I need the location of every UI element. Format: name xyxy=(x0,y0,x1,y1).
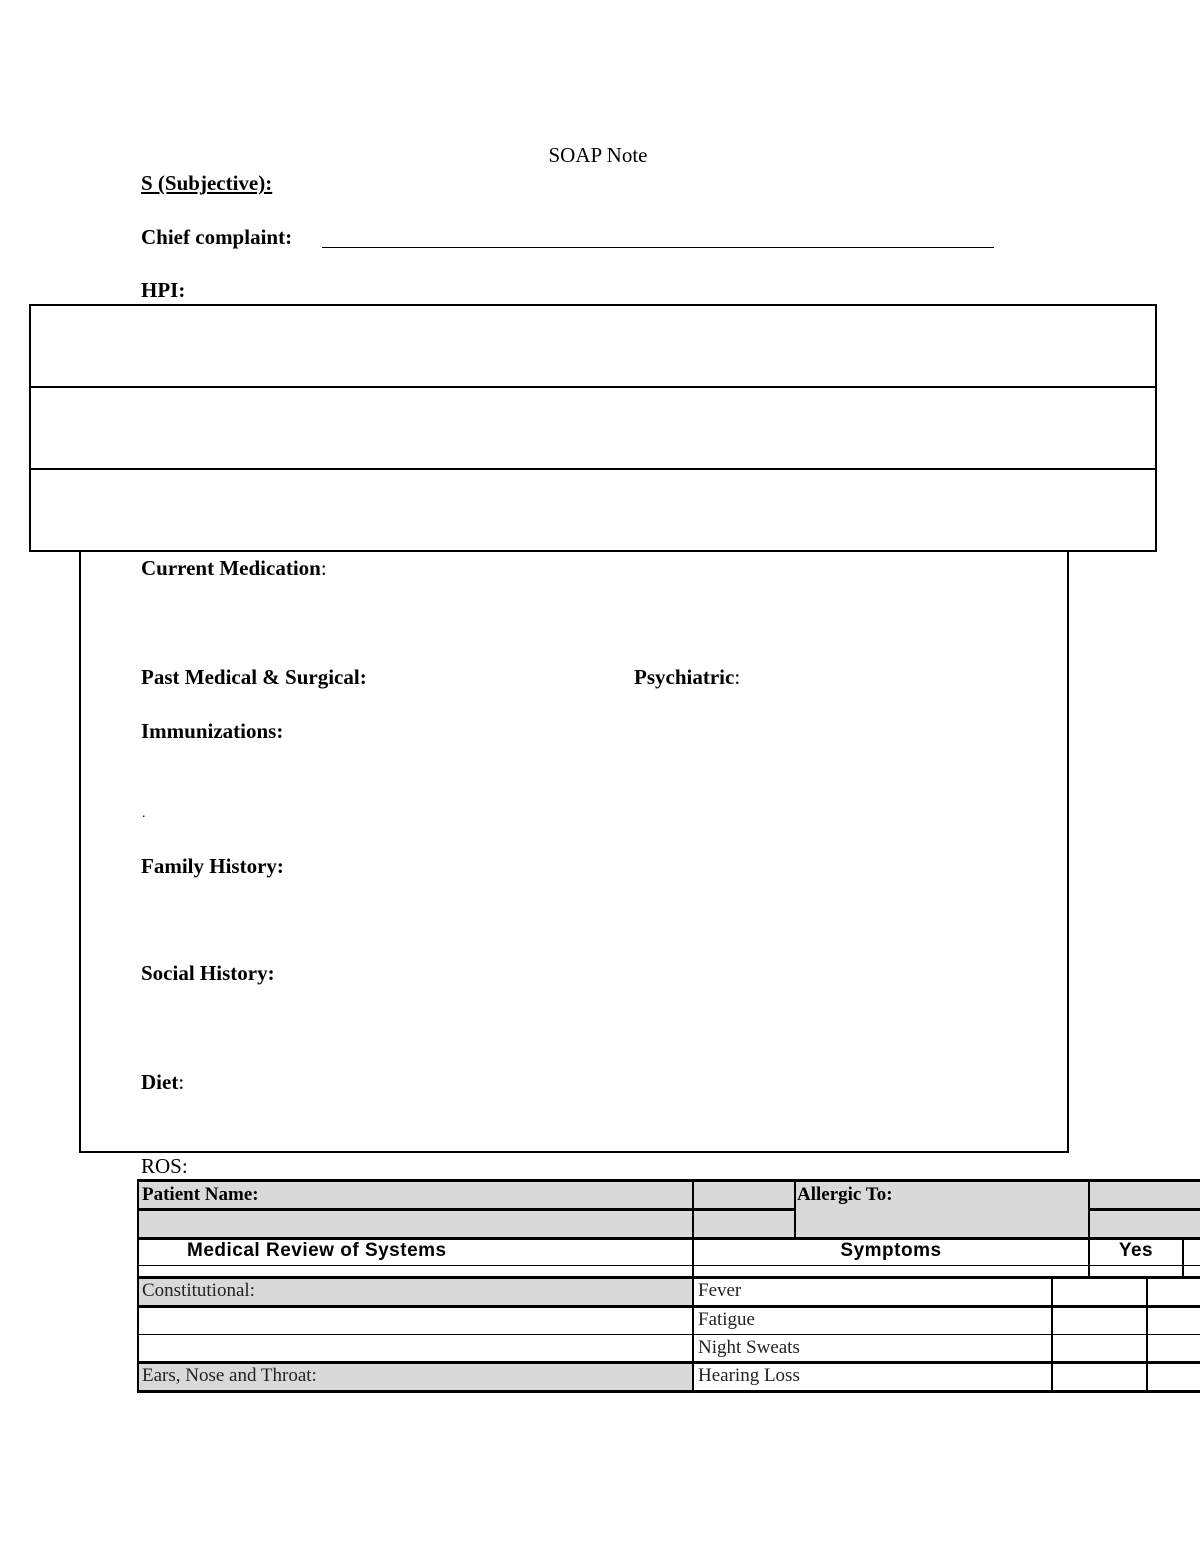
table-rule xyxy=(137,1208,693,1211)
family-history-label: Family History: xyxy=(141,854,284,878)
hpi-box-3[interactable] xyxy=(29,468,1157,552)
table-rule xyxy=(137,1334,1200,1335)
yes-checkbox[interactable] xyxy=(1054,1364,1146,1390)
no-checkbox[interactable] xyxy=(1149,1336,1200,1362)
patient-name-label: Patient Name: xyxy=(142,1184,259,1205)
allergic-to-field[interactable] xyxy=(797,1212,1087,1236)
table-rule xyxy=(137,1361,1200,1364)
yes-checkbox[interactable] xyxy=(1054,1279,1146,1305)
patient-name-field[interactable] xyxy=(140,1212,692,1236)
symptom-cell: Night Sweats xyxy=(698,1337,800,1358)
table-rule xyxy=(137,1237,1200,1240)
social-history-label: Social History: xyxy=(141,961,275,985)
symptom-cell: Hearing Loss xyxy=(698,1365,800,1386)
yes-checkbox[interactable] xyxy=(1054,1336,1146,1362)
no-checkbox[interactable] xyxy=(1149,1279,1200,1305)
document-title: SOAP Note xyxy=(548,143,648,167)
table-rule xyxy=(137,1390,1200,1393)
col-yes-header: Yes xyxy=(1118,1240,1154,1261)
table-rule xyxy=(137,1276,1200,1279)
past-medical-surgical-label: Past Medical & Surgical: xyxy=(141,665,367,689)
table-rule xyxy=(137,1179,1200,1182)
table-rule xyxy=(1146,1276,1148,1393)
chief-complaint-label: Chief complaint: xyxy=(141,225,293,249)
yes-checkbox[interactable] xyxy=(1054,1308,1146,1334)
current-medication-label: Current Medication: xyxy=(141,556,327,580)
symptom-cell: Fatigue xyxy=(698,1309,755,1330)
table-rule xyxy=(1051,1276,1053,1393)
history-box xyxy=(79,540,1069,1153)
table-rule xyxy=(137,1305,1200,1308)
system-cell: Constitutional: xyxy=(142,1280,255,1301)
col-symptoms-header: Symptoms xyxy=(840,1240,942,1261)
table-rule xyxy=(693,1208,795,1211)
system-cell: Ears, Nose and Throat: xyxy=(142,1365,317,1386)
col-systems-header: Medical Review of Systems xyxy=(187,1240,447,1261)
hpi-box-2[interactable] xyxy=(29,386,1157,470)
psychiatric-label: Psychiatric: xyxy=(634,665,741,689)
table-rule xyxy=(1088,1179,1090,1276)
hpi-label: HPI: xyxy=(141,278,186,302)
diet-label: Diet: xyxy=(141,1070,185,1094)
no-checkbox[interactable] xyxy=(1149,1308,1200,1334)
table-rule xyxy=(1089,1208,1200,1211)
table-rule xyxy=(794,1179,796,1238)
no-checkbox[interactable] xyxy=(1149,1364,1200,1390)
subjective-heading: S (Subjective): xyxy=(141,171,273,195)
immunizations-label: Immunizations: xyxy=(141,719,284,743)
stray-dot: . xyxy=(142,806,146,821)
chief-complaint-field[interactable] xyxy=(322,247,994,248)
table-rule xyxy=(692,1179,694,1393)
hpi-box-1[interactable] xyxy=(29,304,1157,388)
symptom-cell: Fever xyxy=(698,1280,742,1301)
table-rule xyxy=(1182,1237,1184,1276)
table-rule xyxy=(137,1179,139,1393)
allergic-to-label: Allergic To: xyxy=(797,1184,893,1205)
ros-label: ROS: xyxy=(141,1154,188,1178)
table-rule xyxy=(137,1265,1200,1266)
